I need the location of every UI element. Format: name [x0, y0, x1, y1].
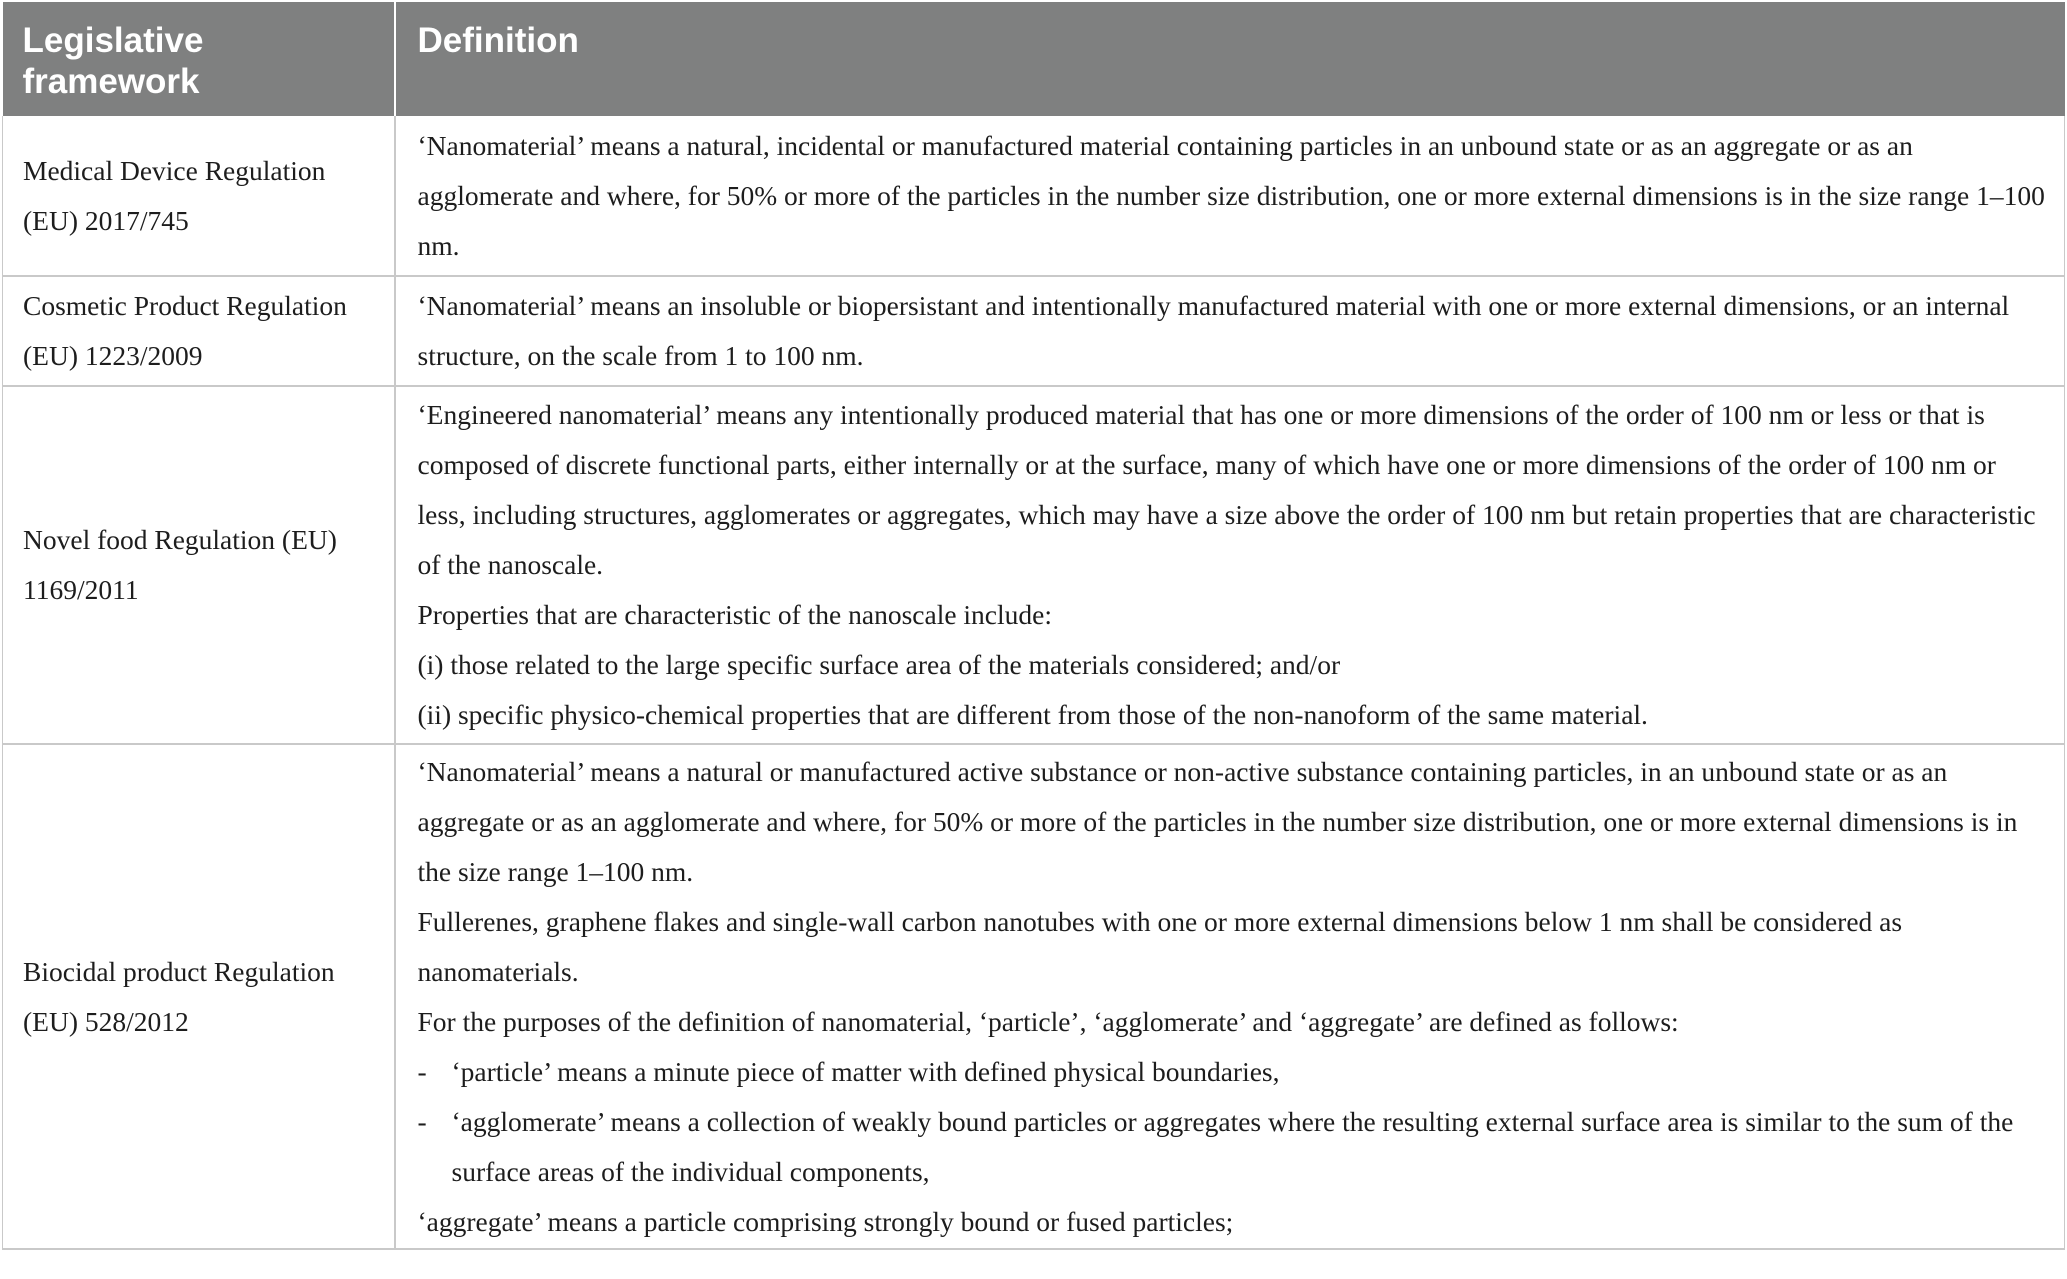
definition-paragraph: (ii) specific physico-chemical properties that are different from those of the non-nanoform of the same material.: [417, 699, 1648, 730]
definition-cell: [395, 116, 2065, 276]
definition-paragraph: Properties that are characteristic of the nanoscale include:: [417, 599, 1053, 630]
framework-cell: Novel food Regulation (EU) 1169/2011: [3, 386, 395, 744]
header-legislative-framework: Legislative framework: [3, 2, 395, 116]
bullet-dash: -: [417, 1055, 427, 1087]
framework-cell: Cosmetic Product Regulation (EU) 1223/2009: [3, 276, 395, 386]
definition-cell: [395, 386, 2065, 744]
table-row: [3, 116, 2065, 276]
definition-paragraph: For the purposes of the definition of nanomaterial, ‘particle’, ‘agglomerate’ and ‘aggregate’ are defined as follows:: [417, 1005, 1679, 1037]
definitions-table: [2, 2, 2065, 1250]
table-header-row: [3, 2, 2065, 116]
definition-cell: [395, 276, 2065, 386]
definition-paragraph: ‘Nanomaterial’ means an insoluble or biopersistant and intentionally manufactured material with one or more external dimensions, or an internal structure, on the scale from 1 to 100 nm.: [417, 290, 2010, 371]
header-definition: Definition: [395, 2, 2065, 116]
definition-paragraph: (i) those related to the large specific surface area of the materials considered; and/or: [417, 649, 1341, 680]
framework-cell: Biocidal product Regulation (EU) 528/2012: [3, 744, 395, 1249]
definition-paragraph: ‘aggregate’ means a particle comprising strongly bound or fused particles;: [417, 1205, 1234, 1237]
definition-paragraph: ‘Nanomaterial’ means a natural, incidental or manufactured material containing particles in an unbound state or as an aggregate or as an agglomerate and where, for 50% or more of the particles in the number size distribution, one or more external dimensions is in the size range 1–100 nm.: [417, 130, 2045, 261]
bullet-text: ‘agglomerate’ means a collection of weakly bound particles or aggregates where the resulting external surface area is similar to the sum of the surface areas of the individual components,: [451, 1105, 2014, 1187]
table-row: [3, 276, 2065, 386]
table-row: [3, 744, 2065, 1249]
framework-cell: Medical Device Regulation (EU) 2017/745: [3, 116, 395, 276]
bullet-text: ‘particle’ means a minute piece of matter with defined physical boundaries,: [451, 1055, 1280, 1087]
table-row: [3, 386, 2065, 744]
definition-paragraph: Fullerenes, graphene flakes and single-wall carbon nanotubes with one or more external dimensions below 1 nm shall be considered as nanomaterials.: [417, 905, 1903, 987]
bullet-item: [418, 1047, 2047, 1097]
bullet-item: [418, 1097, 2047, 1197]
definition-cell: [395, 744, 2065, 1249]
definition-paragraph: ‘Engineered nanomaterial’ means any intentionally produced material that has one or more dimensions of the order of 100 nm or less or that is composed of discrete functional parts, either internally or at the surface, many of which have one or more dimensions of the order of 100 nm or less, including structures, agglomerates or aggregates, which may have a size above the order of 100 nm but retain properties that are characteristic of the nanoscale.: [417, 399, 2036, 580]
definition-paragraph: ‘Nanomaterial’ means a natural or manufactured active substance or non-active substance containing particles, in an unbound state or as an aggregate or as an agglomerate and where, for 50% or more of the particles in the number size distribution, one or more external dimensions is in the size range 1–100 nm.: [417, 755, 2018, 887]
bullet-dash: -: [417, 1105, 427, 1137]
